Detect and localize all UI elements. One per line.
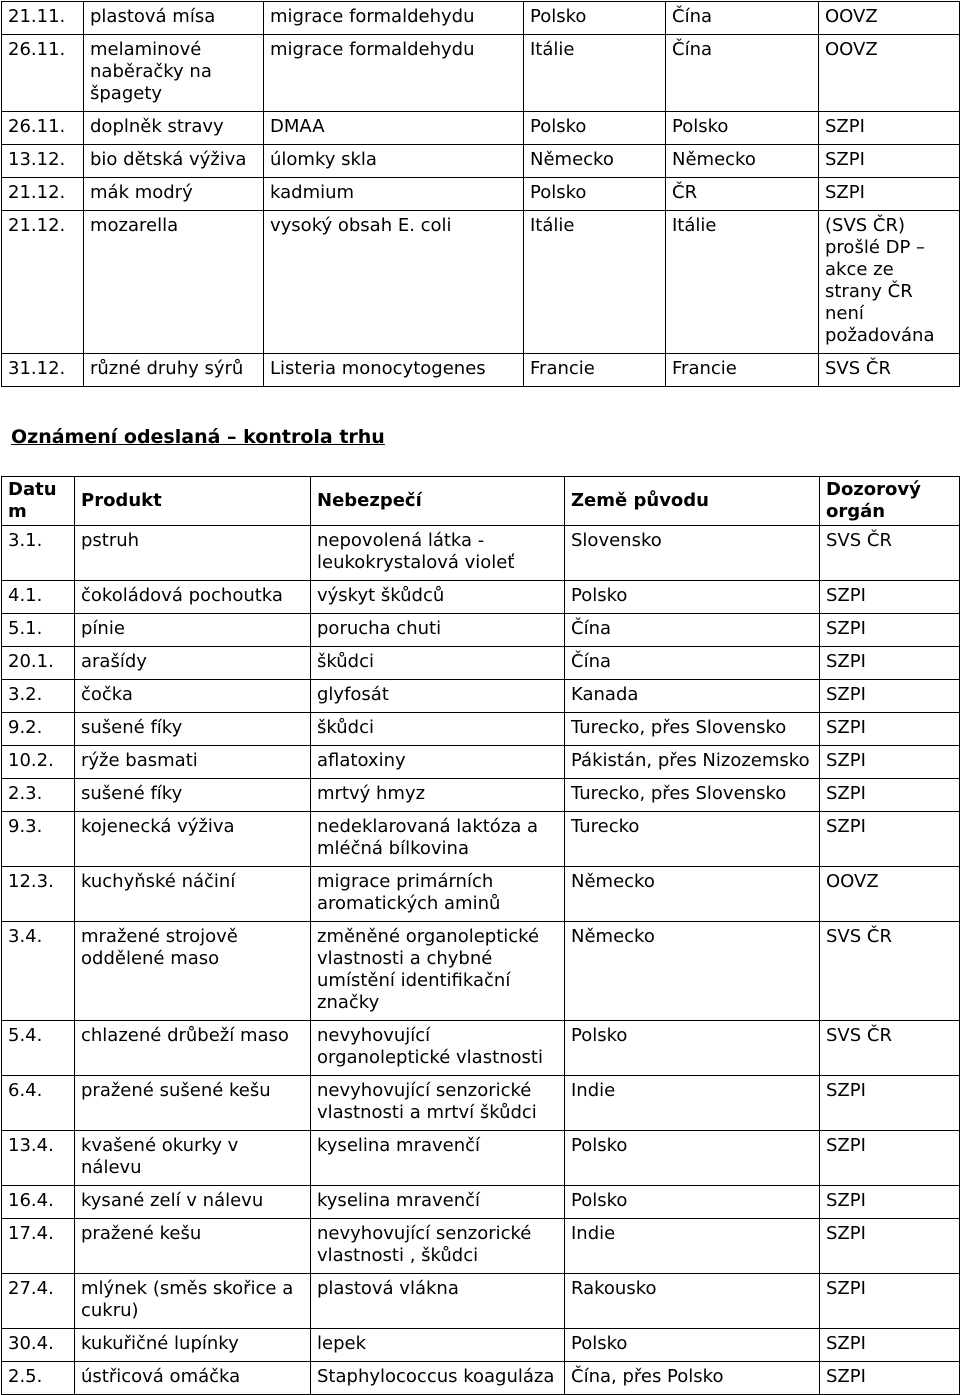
origin-country-cell: Indie — [565, 1076, 820, 1131]
origin-country-cell: Polsko — [565, 1186, 820, 1219]
origin-country-cell: Německo — [565, 922, 820, 1021]
notifying-country-cell: Polsko — [666, 112, 819, 145]
notifying-country-cell: Německo — [666, 145, 819, 178]
product-cell: sušené fíky — [75, 713, 311, 746]
header-date: Datum — [2, 477, 75, 526]
section-heading: Oznámení odeslaná – kontrola trhu — [11, 426, 385, 448]
table-row — [2, 35, 960, 112]
date-cell: 16.4. — [2, 1186, 75, 1219]
date-cell: 26.11. — [2, 35, 84, 112]
product-cell: různé druhy sýrů — [84, 354, 264, 387]
table-row — [2, 1076, 960, 1131]
date-cell: 21.12. — [2, 178, 84, 211]
table-row — [2, 1274, 960, 1329]
header-hazard: Nebezpečí — [311, 477, 565, 526]
product-cell: plastová mísa — [84, 2, 264, 35]
authority-cell: SZPI — [819, 112, 960, 145]
product-cell: čokoládová pochoutka — [75, 581, 311, 614]
product-cell: kuchyňské náčiní — [75, 867, 311, 922]
authority-cell: SZPI — [820, 1131, 960, 1186]
date-cell: 21.12. — [2, 211, 84, 354]
authority-cell: SZPI — [820, 647, 960, 680]
product-cell: kojenecká výživa — [75, 812, 311, 867]
date-cell: 10.2. — [2, 746, 75, 779]
notifying-country-cell: Čína — [666, 35, 819, 112]
origin-country-cell: Itálie — [524, 35, 666, 112]
origin-country-cell: Polsko — [565, 1329, 820, 1362]
origin-country-cell: Itálie — [524, 211, 666, 354]
header-product: Produkt — [75, 477, 311, 526]
hazard-cell: změněné organoleptické vlastnosti a chybné umístění identifikační značky — [311, 922, 565, 1021]
authority-cell: SZPI — [820, 713, 960, 746]
date-cell: 13.12. — [2, 145, 84, 178]
table-row — [2, 145, 960, 178]
origin-country-cell: Německo — [565, 867, 820, 922]
table-row — [2, 647, 960, 680]
date-cell: 30.4. — [2, 1329, 75, 1362]
market-control-table — [1, 476, 960, 1395]
product-cell: kvašené okurky v nálevu — [75, 1131, 311, 1186]
origin-country-cell: Turecko, přes Slovensko — [565, 713, 820, 746]
authority-cell: SZPI — [820, 1186, 960, 1219]
product-cell: sušené fíky — [75, 779, 311, 812]
origin-country-cell: Pákistán, přes Nizozemsko — [565, 746, 820, 779]
origin-country-cell: Čína — [565, 614, 820, 647]
origin-country-cell: Polsko — [565, 1131, 820, 1186]
table-row — [2, 713, 960, 746]
origin-country-cell: Polsko — [524, 178, 666, 211]
origin-country-cell: Čína — [565, 647, 820, 680]
table-row — [2, 2, 960, 35]
date-cell: 3.4. — [2, 922, 75, 1021]
notifying-country-cell: Francie — [666, 354, 819, 387]
date-cell: 6.4. — [2, 1076, 75, 1131]
notifying-country-cell: Itálie — [666, 211, 819, 354]
product-cell: rýže basmati — [75, 746, 311, 779]
authority-cell: SZPI — [820, 614, 960, 647]
origin-country-cell: Indie — [565, 1219, 820, 1274]
product-cell: kysané zelí v nálevu — [75, 1186, 311, 1219]
header-country-of-origin: Země původu — [565, 477, 820, 526]
authority-cell: SZPI — [820, 1362, 960, 1395]
date-cell: 5.1. — [2, 614, 75, 647]
authority-cell: SZPI — [820, 746, 960, 779]
table-row — [2, 680, 960, 713]
authority-cell: SZPI — [820, 1076, 960, 1131]
date-cell: 27.4. — [2, 1274, 75, 1329]
origin-country-cell: Polsko — [565, 1021, 820, 1076]
notifying-country-cell: ČR — [666, 178, 819, 211]
product-cell: pražené sušené kešu — [75, 1076, 311, 1131]
date-cell: 21.11. — [2, 2, 84, 35]
product-cell: kukuřičné lupínky — [75, 1329, 311, 1362]
product-cell: čočka — [75, 680, 311, 713]
authority-cell: SZPI — [820, 1329, 960, 1362]
hazard-cell: migrace formaldehydu — [264, 35, 524, 112]
authority-cell: SZPI — [820, 1274, 960, 1329]
table1-body — [2, 2, 960, 387]
hazard-cell: výskyt škůdců — [311, 581, 565, 614]
product-cell: mlýnek (směs skořice a cukru) — [75, 1274, 311, 1329]
origin-country-cell: Německo — [524, 145, 666, 178]
table-row — [2, 1021, 960, 1076]
origin-country-cell: Turecko, přes Slovensko — [565, 779, 820, 812]
hazard-cell: DMAA — [264, 112, 524, 145]
table-row — [2, 178, 960, 211]
authority-cell: OOVZ — [819, 2, 960, 35]
table-row — [2, 354, 960, 387]
origin-country-cell: Turecko — [565, 812, 820, 867]
product-cell: chlazené drůbeží maso — [75, 1021, 311, 1076]
hazard-cell: porucha chuti — [311, 614, 565, 647]
origin-country-cell: Polsko — [565, 581, 820, 614]
origin-country-cell: Čína, přes Polsko — [565, 1362, 820, 1395]
authority-cell: OOVZ — [819, 35, 960, 112]
hazard-cell: Listeria monocytogenes — [264, 354, 524, 387]
origin-country-cell: Slovensko — [565, 526, 820, 581]
product-cell: ústřicová omáčka — [75, 1362, 311, 1395]
origin-country-cell: Francie — [524, 354, 666, 387]
table-row — [2, 812, 960, 867]
date-cell: 9.3. — [2, 812, 75, 867]
date-cell: 2.5. — [2, 1362, 75, 1395]
hazard-cell: nepovolená látka - leukokrystalová violeť — [311, 526, 565, 581]
table-header-row — [2, 477, 960, 526]
authority-cell: SZPI — [819, 178, 960, 211]
date-cell: 3.2. — [2, 680, 75, 713]
hazard-cell: úlomky skla — [264, 145, 524, 178]
hazard-cell: lepek — [311, 1329, 565, 1362]
table-row — [2, 112, 960, 145]
date-cell: 3.1. — [2, 526, 75, 581]
product-cell: pínie — [75, 614, 311, 647]
hazard-cell: škůdci — [311, 647, 565, 680]
table-row — [2, 779, 960, 812]
date-cell: 13.4. — [2, 1131, 75, 1186]
date-cell: 26.11. — [2, 112, 84, 145]
authority-cell: (SVS ČR) prošlé DP – akce ze strany ČR není požadována — [819, 211, 960, 354]
product-cell: bio dětská výživa — [84, 145, 264, 178]
date-cell: 12.3. — [2, 867, 75, 922]
authority-cell: SVS ČR — [820, 1021, 960, 1076]
product-cell: melaminové naběračky na špagety — [84, 35, 264, 112]
authority-cell: SZPI — [820, 581, 960, 614]
notifying-country-cell: Čína — [666, 2, 819, 35]
product-cell: doplněk stravy — [84, 112, 264, 145]
table-row — [2, 1219, 960, 1274]
origin-country-cell: Kanada — [565, 680, 820, 713]
hazard-cell: nedeklarovaná laktóza a mléčná bílkovina — [311, 812, 565, 867]
origin-country-cell: Rakousko — [565, 1274, 820, 1329]
authority-cell: SZPI — [819, 145, 960, 178]
hazard-cell: nevyhovující senzorické vlastnosti , škůdci — [311, 1219, 565, 1274]
date-cell: 2.3. — [2, 779, 75, 812]
hazard-cell: nevyhovující organoleptické vlastnosti — [311, 1021, 565, 1076]
authority-cell: SVS ČR — [820, 922, 960, 1021]
date-cell: 9.2. — [2, 713, 75, 746]
table-row — [2, 1362, 960, 1395]
table-row — [2, 211, 960, 354]
table2-body — [2, 526, 960, 1395]
product-cell: mražené strojově oddělené maso — [75, 922, 311, 1021]
authority-cell: SZPI — [820, 812, 960, 867]
origin-country-cell: Polsko — [524, 2, 666, 35]
table-row — [2, 867, 960, 922]
date-cell: 17.4. — [2, 1219, 75, 1274]
product-cell: pstruh — [75, 526, 311, 581]
hazard-cell: mrtvý hmyz — [311, 779, 565, 812]
hazard-cell: migrace formaldehydu — [264, 2, 524, 35]
header-authority: Dozorový orgán — [820, 477, 960, 526]
hazard-cell: aflatoxiny — [311, 746, 565, 779]
date-cell: 5.4. — [2, 1021, 75, 1076]
authority-cell: SZPI — [820, 1219, 960, 1274]
product-cell: pražené kešu — [75, 1219, 311, 1274]
table-row — [2, 922, 960, 1021]
hazard-cell: nevyhovující senzorické vlastnosti a mrtví škůdci — [311, 1076, 565, 1131]
date-cell: 4.1. — [2, 581, 75, 614]
table-row — [2, 1131, 960, 1186]
authority-cell: SZPI — [820, 680, 960, 713]
notification-table-previous — [1, 1, 960, 387]
table-row — [2, 1329, 960, 1362]
hazard-cell: Staphylococcus koaguláza — [311, 1362, 565, 1395]
table-row — [2, 581, 960, 614]
hazard-cell: migrace primárních aromatických aminů — [311, 867, 565, 922]
hazard-cell: kyselina mravenčí — [311, 1186, 565, 1219]
date-cell: 31.12. — [2, 354, 84, 387]
table-row — [2, 1186, 960, 1219]
hazard-cell: vysoký obsah E. coli — [264, 211, 524, 354]
authority-cell: SVS ČR — [819, 354, 960, 387]
hazard-cell: kyselina mravenčí — [311, 1131, 565, 1186]
hazard-cell: kadmium — [264, 178, 524, 211]
hazard-cell: škůdci — [311, 713, 565, 746]
product-cell: mozarella — [84, 211, 264, 354]
authority-cell: SVS ČR — [820, 526, 960, 581]
table-row — [2, 614, 960, 647]
authority-cell: SZPI — [820, 779, 960, 812]
hazard-cell: glyfosát — [311, 680, 565, 713]
table-row — [2, 526, 960, 581]
origin-country-cell: Polsko — [524, 112, 666, 145]
hazard-cell: plastová vlákna — [311, 1274, 565, 1329]
date-cell: 20.1. — [2, 647, 75, 680]
product-cell: mák modrý — [84, 178, 264, 211]
product-cell: arašídy — [75, 647, 311, 680]
table-row — [2, 746, 960, 779]
authority-cell: OOVZ — [820, 867, 960, 922]
